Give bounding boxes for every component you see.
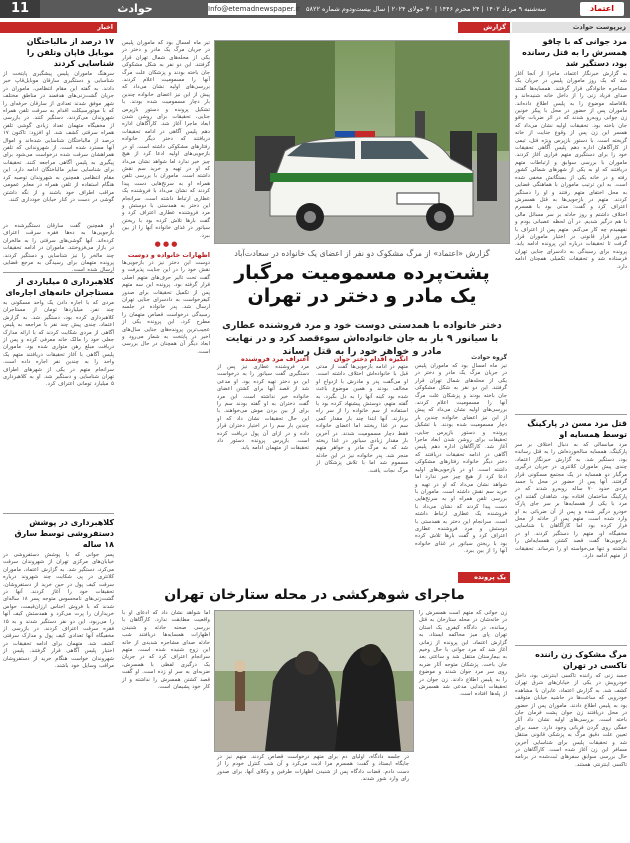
bottom-headline: ماجرای شوهرکشی در محله ستارخان تهران xyxy=(164,587,465,603)
article-rental-fraud xyxy=(0,276,117,510)
main-story-tag: گزارش xyxy=(458,22,510,33)
right-column-tag: زیرپوست حوادث xyxy=(512,22,630,33)
bottom-body-col-2 xyxy=(119,610,213,818)
main-subhead: دختر خانواده با همدستی دوست خود و مرد فروشنده عطاری با سیانور ۹ بار به جان خانواده‌اش سوءقصد کرد و در نهایت مادر و خواهر خود را به قتل رساند xyxy=(222,320,502,357)
bottom-body-col-3 xyxy=(214,754,412,818)
main-body-col-3 xyxy=(214,352,312,568)
divider xyxy=(515,645,627,646)
main-body-3: مرد فروشنده عطاری نیز پس از دستگیری گفت سیانور را به درخواست این دو دختر تهیه کرده بود. او مدعی شد از قصد آنها برای کشتن اعضای خانواده خبر نداشته است. این مرد گفت دختران به او گفته بودند سم را برای از بین بردن موش می‌خواهند. با این حال تحقیقات نشان داد که او چندین بار سم را در اختیار دختران قرار داده و در ازای آن پول دریافت کرده است. بازپرس پرونده دستور داد تحقیقات از متهمان ادامه یابد. xyxy=(217,364,309,452)
article-title: مرد جوانی که با چاقو همسرش را به قتل رسانده بود، دستگیر شد xyxy=(522,37,627,68)
article-street-vendor-thief xyxy=(0,517,117,802)
bottom-story xyxy=(119,572,510,820)
divider xyxy=(515,414,627,415)
main-story-kicker: گزارش «اعتماد» از مرگ مشکوک دو نفر از اعضای یک خانواده در سعادت‌آباد xyxy=(234,249,490,258)
left-column-tag: اخبار xyxy=(0,22,117,33)
police-car-image xyxy=(215,41,509,243)
date-line: سه‌شنبه ۹ مرداد ۱۴۰۲ | ۲۴ محرم ۱۴۴۶ | ۳۰ جولای ۲۰۲۴ | سال بیست‌ودوم شماره ۵۸۲۲ xyxy=(306,5,546,13)
article-wife-murder xyxy=(512,36,630,411)
right-column xyxy=(512,22,630,820)
women-image xyxy=(215,611,413,751)
article-title: قتل مرد مسن در پارکینگ توسط همسایه او xyxy=(527,419,627,439)
main-story-heading xyxy=(214,246,510,308)
separator-dots: ● ● ● xyxy=(154,239,178,248)
article-title: کلاهبرداری ۵ میلیاردی از مستاجران خانه‌های اجاره‌ای xyxy=(5,277,114,297)
article-body: مرد میانسالی که به دنبال اختلاف بر سر پارکینگ، همسایه سالخورده‌اش را به قتل رسانده بود، دستگیر شد. به گزارش خبرنگار اعتماد، چندی پیش ماموران کلانتری در جریان درگیری مرگبار دو همسایه در یک مجتمع مسکونی قرار گرفتند. آنها پس از حضور در محل با جسد مردی حدود ۷۰ ساله روبه‌رو شدند که در پارکینگ ساختمان افتاده بود. شاهدان گفتند این مرد با یکی از همسایه‌ها بر سر جای پارک خودرو درگیر شده و پس از آن ضرباتی به او وارد شده است. متهم پس از حادثه از محل فرار کرده بود اما کارآگاهان با شناسایی مخفیگاه او، متهم را دستگیر کردند. او در بازجویی‌ها گفت قصد کشتن همسایه‌اش را نداشته و تنها می‌خواسته او را بترساند. تحقیقات از متهم ادامه دارد. xyxy=(514,442,627,560)
main-body-col-1 xyxy=(412,352,510,568)
byline: گروه حوادث xyxy=(471,354,507,361)
article-body: سرهنگ ماموران پلیس پیشگیری پایتخت از شناسایی و دستگیری سارقان موبایل‌قاپ خبر دادند. به گفته این مقام انتظامی، ماموران در جریان گشت‌زنی‌های هدفمند در مناطق مختلف شهر موفق شدند تعدادی از سارقان حرفه‌ای را که با موتورسیکلت اقدام به سرقت تلفن همراه شهروندان می‌کردند، دستگیر کنند. در بازرسی از مخفیگاه متهمان تعداد زیادی گوشی تلفن همراه سرقتی کشف شد. او افزود: تاکنون ۱۷ درصد از مالباختگان شناسایی شده‌اند و اموال آنها مسترد شده است. از شهروندانی که تلفن همراهشان سرقت شده درخواست می‌شود برای پیگیری به پلیس آگاهی مراجعه کنند. تحقیقات برای شناسایی سایر مالباختگان ادامه دارد. این مقام انتظامی همچنین به شهروندان توصیه کرد هنگام استفاده از تلفن همراه در معابر عمومی مراقب اطراف خود باشند و از نگه داشتن گوشی در دست در کنار خیابان خودداری کنند. xyxy=(3,71,114,203)
page-header-bar xyxy=(0,0,630,18)
main-body-2: متهم در ادامه بازجویی‌ها گفت از مدتی قبل با خانواده‌اش اختلاف داشته است. او می‌گفت پدر و مادرش با ازدواج او مخالف بودند و همین موضوع باعث شده بود کینه آنها را به دل بگیرد. به گفته متهم، دوستش پیشنهاد کرده بود با استفاده از سم خانواده را از سر راه بردارند. آنها ابتدا چند بار مقدار کمی سم در غذا ریختند اما اعضای خانواده فقط دچار مسمومیت شدند. در آخرین بار مقدار زیادی سیانور در غذا ریخته شد که به مرگ مادر و خواهر متهم منجر شد. پدر خانواده نیز در این حادثه مسموم شد اما با تلاش پزشکان از مرگ نجات یافت. xyxy=(316,364,408,474)
bottom-body-col-1 xyxy=(416,610,510,818)
bottom-story-tag: یک پرونده xyxy=(458,572,510,583)
article-body: پسر جوانی که با پوشش دستفروشی در خیابان‌های مرکزی تهران از شهروندان سرقت می‌کرد، دستگیر شد. به گزارش اعتماد، ماموران کلانتری در پی شکایت چند شهروند درباره سرقت کیف پول در حین خرید از دستفروشان، تحقیقات خود را آغاز کردند. آنها در گشت‌زنی‌های نامحسوس متوجه پسر ۱۸ ساله‌ای شدند که با فروش اجناس ارزان‌قیمت، حواس خریداران را پرت می‌کرد و همدستش کیف آنها را می‌ربود. این دو نفر دستگیر شدند و به ۱۵ فقره سرقت اعتراف کردند. در بازرسی از مخفیگاه آنها تعدادی کیف پول و مدارک سرقتی کشف شد. متهمان برای ادامه تحقیقات در اختیار پلیس آگاهی قرار گرفتند. پلیس از شهروندان خواست هنگام خرید از دستفروشان مراقب وسایل خود باشند. xyxy=(3,552,114,670)
article-parking-murder xyxy=(512,418,630,642)
divider xyxy=(3,513,114,514)
bottom-body-1: زن جوانی که متهم است همسرش را در خانه‌شان در محله ستارخان به قتل رسانده، در دادگاه کیفری یک استان تهران پای میز محاکمه ایستاد. به گزارش اعتماد، این پرونده از زمانی آغاز شد که مرد جوانی با حال وخیم به بیمارستان منتقل شد و ساعتی بعد جان باخت. پزشکان متوجه آثار ضربه روی سر مرد جوان شدند و موضوع را به پلیس اطلاع دادند. زن جوان در تحقیقات ابتدایی مدعی شد همسرش از پله‌ها افتاده است. xyxy=(419,610,507,698)
women-photo xyxy=(214,610,414,752)
main-body-col-4 xyxy=(119,40,213,568)
article-body: جسد زنی که راننده تاکسی اینترنتی بود، داخل خودرویش در یکی از خیابان‌های شرق تهران کشف شد. به گزارش اعتماد، عابران با مشاهده خودرویی که ساعت‌ها در حاشیه خیابان متوقف بود به پلیس اطلاع دادند. ماموران پس از حضور در محل دریافتند زن جوان پشت فرمان جان باخته است. بررسی‌های اولیه نشان داد آثار خفگی روی گردن قربانی وجود دارد. جسد برای تعیین علت دقیق مرگ به پزشکی قانونی منتقل شد و تحقیقات پلیس برای شناسایی آخرین مسافر این زن آغاز شده است. کارآگاهان در حال بررسی سوابق سفرهای ثبت‌شده در برنامه تاکسی اینترنتی هستند. xyxy=(515,673,627,768)
main-story xyxy=(119,22,510,570)
main-body-1: تیر ماه امسال بود که ماموران پلیس در جریان مرگ یک مادر و دختر در یکی از محله‌های شمال تهران قرار گرفتند. این دو نفر به شکل مشکوکی جان باخته بودند و پزشکان علت مرگ آنها را مسمومیت اعلام کردند. بررسی‌های اولیه نشان می‌داد که پیش از این نیز اعضای خانواده چندین بار دچار مسمومیت شده بودند. با تشکیل پرونده و دستور بازپرس جنایی، تحقیقات برای روشن شدن ابعاد ماجرا آغاز شد. کارآگاهان اداره دهم پلیس آگاهی در ادامه تحقیقات دریافتند که دختر دیگر خانواده رفتارهای مشکوکی داشته است. او در بازجویی‌های اولیه ادعا کرد از هیچ چیز خبر ندارد اما شواهد نشان می‌داد که او در تهیه و خرید سم نقش داشته است. ماموران با بررسی تلفن همراه او به سرنخ‌هایی دست پیدا کردند که نشان می‌داد با فروشنده یک عطاری ارتباط داشته است. سرانجام این دختر به همدستی با دوستش و مرد فروشنده عطاری اعتراف کرد و گفت بارها تلاش کرده بود با ریختن سیانور در غذای خانواده آنها را از بین ببرد. xyxy=(415,363,507,555)
main-body-4: دوست این دختر نیز در بازجویی‌ها نقش خود را در این جنایت پذیرفت و گفت تحت تاثیر حرف‌های متهم اصلی قرار گرفته بود. پرونده این سه متهم پس از تکمیل تحقیقات برای صدور کیفرخواست به دادسرای جنایی تهران ارسال شد. پدر خانواده در جلسه رسیدگی درخواست قصاص متهمان را مطرح کرد. این پرونده یکی از عجیب‌ترین پرونده‌های جنایی سال‌های اخیر در پایتخت به شمار می‌رود و ابعاد دیگر آن همچنان در حال بررسی است. xyxy=(122,259,210,355)
main-body-1-continued: تیر ماه امسال بود که ماموران پلیس در جریان مرگ یک مادر و دختر در یکی از محله‌های شمال تهران قرار گرفتند. این دو نفر به شکل مشکوکی جان باخته بودند و پزشکان علت مرگ آنها را مسمومیت اعلام کردند. بررسی‌های اولیه نشان می‌داد که پیش از این نیز اعضای خانواده چندین بار دچار مسمومیت شده بودند. با تشکیل پرونده و دستور بازپرس جنایی، تحقیقات برای روشن شدن ابعاد ماجرا آغاز شد. کارآگاهان اداره دهم پلیس آگاهی در ادامه تحقیقات دریافتند که دختر دیگر خانواده رفتارهای مشکوکی داشته است. او در بازجویی‌های اولیه ادعا کرد از هیچ چیز خبر ندارد اما شواهد نشان می‌داد که او در تهیه و خرید سم نقش داشته است. ماموران با بررسی تلفن همراه او به سرنخ‌هایی دست پیدا کردند که نشان می‌داد با فروشنده یک عطاری ارتباط داشته است. سرانجام این دختر به همدستی با دوستش و مرد فروشنده عطاری اعتراف کرد و گفت بارها تلاش کرده بود با ریختن سیانور در غذای خانواده آنها را از بین ببرد. xyxy=(122,40,210,239)
left-column xyxy=(0,22,117,820)
article-body: به گزارش خبرنگار اعتماد، ماجرا از آنجا آغاز شد که یک روز ماموران پلیس در جریان یک مشاجره خانوادگی قرار گرفتند. همسایه‌ها گفتند صدای فریاد زنی را از داخل خانه شنیده‌اند و بلافاصله موضوع را به پلیس اطلاع داده‌اند. ماموران پس از حضور در محل با پیکر خونین زن جوانی روبه‌رو شدند که در اثر ضربات چاقو جان باخته بود. تحقیقات اولیه نشان می‌داد که همسر این زن پس از وقوع جنایت از خانه گریخته است. با دستور بازپرس ویژه قتل، تیمی از کارآگاهان اداره دهم پلیس آگاهی تحقیقات خود را برای دستگیری متهم فراری آغاز کردند. ماموران با بررسی سوابق و ارتباطات متهم دریافتند که او به یکی از شهرهای شمالی کشور رفته و در خانه یکی از بستگانش مخفی شده است. به این ترتیب ماموران با هماهنگی قضایی به محل اختفای متهم رفتند و او را دستگیر کردند. متهم در بازجویی‌ها به قتل همسرش اعتراف کرد و گفت: مدتی بود با همسرم اختلاف داشتم و روز حادثه بر سر مسائل مالی با هم درگیر شدیم. در آن لحظه عصبانی بودم و نفهمیدم چه کار می‌کنم. متهم پس از اعتراف با صدور قرار قانونی در اختیار ماموران قرار گرفت تا تحقیقات درباره این پرونده ادامه یابد. پرونده برای رسیدگی به دادسرای جنایی تهران فرستاده شد و تحقیقات تکمیلی همچنان ادامه دارد. xyxy=(515,71,627,270)
bottom-body-2: اما شواهد نشان داد که ادعای او با واقعیت مطابقت ندارد. کارآگاهان با بررسی صحنه حادثه و شنیدن اظهارات همسایه‌ها دریافتند شب حادثه صدای مشاجره شدیدی از خانه این زوج شنیده شده است. متهم سرانجام اعتراف کرد که در جریان یک درگیری لفظی با همسرش، ضربه‌ای به سر او زده است. او گفت قصد کشتن همسرش را نداشته و از کار خود پشیمان است. xyxy=(122,610,210,691)
police-car-photo xyxy=(214,40,510,244)
main-body-col-2 xyxy=(313,352,411,568)
subhead-motive: انگیزه اقدام دختر جوان xyxy=(333,355,408,363)
article-phone-thieves xyxy=(0,36,117,274)
article-taxi-driver xyxy=(512,649,630,843)
subhead-seller: اعتراف مرد فروشنده xyxy=(240,355,309,363)
main-headline-line1: پشت‌پرده مسمومیت مرگبار xyxy=(234,262,490,284)
article-title: کلاهبرداری در پوشش دستفروشی توسط سارق ۱۸ ساله xyxy=(14,518,114,549)
newspaper-logo: اعتماد xyxy=(580,2,624,16)
main-headline-line2: یک مادر و دختر در تهران xyxy=(247,285,477,307)
email-link[interactable]: Info@etemadnewspaper.ir xyxy=(208,5,301,13)
section-title: حوادث xyxy=(117,2,153,15)
article-body-continued: او همچنین گفت سارقان دستگیرشده در بازجویی‌ها به ده‌ها فقره سرقت اعتراف کرده‌اند. آنها گوشی‌های سرقتی را به مالخران در بازار می‌فروختند. ماموران در ادامه تحقیقات چند مالخر را نیز شناسایی و دستگیر کردند. پرونده متهمان برای رسیدگی به مرجع قضایی ارسال شده است. xyxy=(3,223,114,274)
article-title: مرگ مشکوک زن راننده تاکسی در تهران xyxy=(535,650,627,670)
bottom-body-3: در جلسه دادگاه، اولیای دم برای متهم درخواست قصاص کردند. متهم نیز در جایگاه ایستاد و گفت: همسرم مرا اذیت می‌کرد و آن شب کنترل خودم را از دست دادم. قضات دادگاه پس از شنیدن اظهارات طرفین و وکلای آنها، برای صدور رای وارد شور شدند. xyxy=(217,754,409,783)
page-number: 11 xyxy=(0,0,40,18)
subhead-family: اظهارات خانواده و دوست xyxy=(127,250,210,259)
article-title: ۱۷ درصد از مالباختگان موبایل قاپان وتلفن را شناسایی کردند xyxy=(26,37,114,68)
article-body: مردی که با اجاره دادن یک واحد مسکونی به چند نفر، میلیاردها تومان از مستاجران کلاهبرداری کرده بود، دستگیر شد. به گزارش اعتماد، چندی پیش چند نفر با مراجعه به پلیس آگاهی از مردی شکایت کردند که با ارائه مدارک جعلی خود را مالک خانه معرفی کرده و پس از دریافت مبلغ رهن متواری شده بود. ماموران پلیس آگاهی با آغاز تحقیقات دریافتند متهم یک واحد را به چندین نفر اجاره داده است. سرانجام متهم در یکی از شهرهای اطراف تهران شناسایی و دستگیر شد. او به کلاهبرداری ۵ میلیارد تومانی اعتراف کرد. xyxy=(3,300,114,388)
